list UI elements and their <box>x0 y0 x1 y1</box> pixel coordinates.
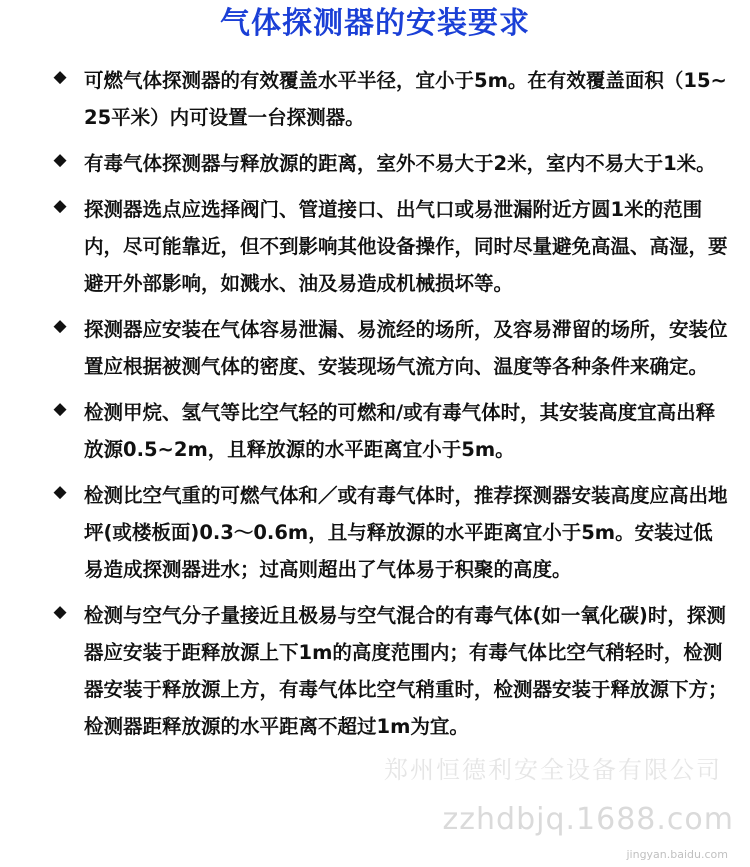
watermark-company: 郑州恒德利安全设备有限公司 <box>384 756 722 784</box>
list-item <box>0 394 750 468</box>
diamond-bullet-icon: ◆ <box>53 196 67 216</box>
list-item-text: 检测与空气分子量接近且极易与空气混合的有毒气体(如一氧化碳)时，探测器应安装于距释放源上下1m的高度范围内；有毒气体比空气稍轻时，检测器安装于释放源上方，有毒气体比空气稍重时，检测器安装于释放源下方；检测器距释放源的水平距离不超过1m为宜。 <box>84 604 728 738</box>
diamond-bullet-icon: ◆ <box>53 482 67 502</box>
list-item <box>0 62 750 136</box>
diamond-bullet-icon: ◆ <box>53 67 67 87</box>
list-item-text: 可燃气体探测器的有效覆盖水平半径，宜小于5m。在有效覆盖面积（15~25平米）内可设置一台探测器。 <box>84 69 727 129</box>
watermark-url: zzhdbjq.1688.com <box>442 802 734 837</box>
diamond-bullet-icon: ◆ <box>53 602 67 622</box>
diamond-bullet-icon: ◆ <box>53 399 67 419</box>
list-item-text: 有毒气体探测器与释放源的距离，室外不易大于2米，室内不易大于1米。 <box>84 152 716 175</box>
requirements-list <box>0 62 750 754</box>
list-item-text: 探测器应安装在气体容易泄漏、易流经的场所，及容易滞留的场所，安装位置应根据被测气体的密度、安装现场气流方向、温度等各种条件来确定。 <box>84 318 728 378</box>
list-item <box>0 145 750 182</box>
list-item <box>0 191 750 302</box>
diamond-bullet-icon: ◆ <box>53 150 67 170</box>
page-title: 气体探测器的安装要求 <box>220 6 530 41</box>
list-item <box>0 477 750 588</box>
diamond-bullet-icon: ◆ <box>53 316 67 336</box>
list-item-text: 检测比空气重的可燃气体和／或有毒气体时，推荐探测器安装高度应高出地坪(或楼板面)0.3～0.6m，且与释放源的水平距离宜小于5m。安装过低易造成探测器进水；过高则超出了气体易于积聚的高度。 <box>84 484 728 581</box>
list-item <box>0 311 750 385</box>
list-item-text: 检测甲烷、氢气等比空气轻的可燃和/或有毒气体时，其安装高度宜高出释放源0.5~2m，且释放源的水平距离宜小于5m。 <box>84 401 716 461</box>
list-item-text: 探测器选点应选择阀门、管道接口、出气口或易泄漏附近方圆1米的范围内，尽可能靠近，但不到影响其他设备操作，同时尽量避免高温、高湿，要避开外部影响，如溅水、油及易造成机械损坏等。 <box>84 198 728 295</box>
list-item <box>0 597 750 745</box>
watermark-small: jingyan.baidu.com <box>626 848 728 861</box>
